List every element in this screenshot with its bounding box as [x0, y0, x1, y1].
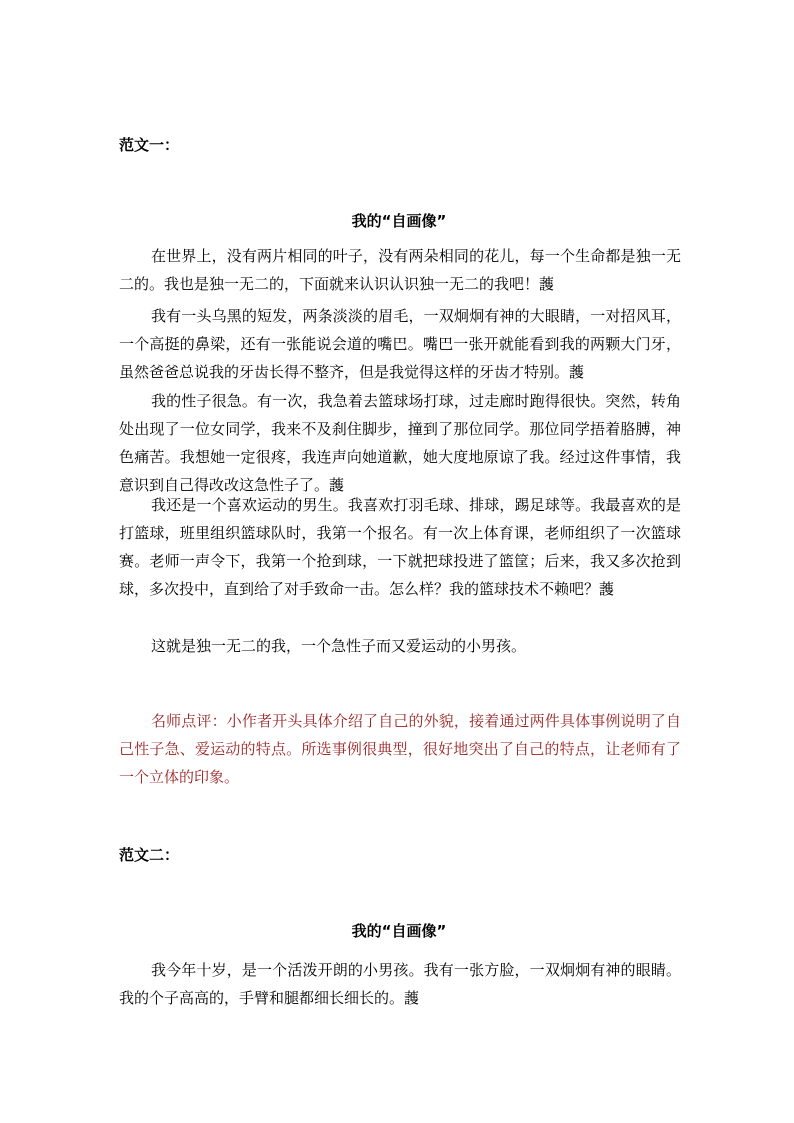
sample-one-paragraph-2: 我有一头乌黑的短发，两条淡淡的眉毛，一双炯炯有神的大眼睛，一对招风耳，一个高挺的鼻梁，还有一张能说会道的嘴巴。嘴巴一张开就能看到我的两颗大门牙，虽然爸爸总说我的牙齿长得不整齐，但是我觉得这样的牙齿才特别。䕶 — [119, 307, 681, 381]
sample-one-title: 我的“自画像” — [351, 212, 447, 230]
teacher-comment: 名师点评：小作者开头具体介绍了自己的外貌，接着通过两件具体事例说明了自己性子急、爱运动的特点。所选事例很典型，很好地突出了自己的特点，让老师有了一个立体的印象。 — [119, 712, 681, 786]
sample-one-heading: 范文一： — [119, 136, 180, 154]
sample-one-paragraph-4: 我还是一个喜欢运动的男生。我喜欢打羽毛球、排球，踢足球等。我最喜欢的是打篮球，班里组织篮球队时，我第一个报名。有一次上体育课，老师组织了一次篮球赛。老师一声令下，我第一个抢到球，一下就把球投进了篮筐；后来，我又多次抢到球，多次投中，直到给了对手致命一击。怎么样？我的篮球技术不赖吧？䕶 — [119, 496, 681, 598]
sample-one-paragraph-1: 在世界上，没有两片相同的叶子，没有两朵相同的花儿，每一个生命都是独一无二的。我也是独一无二的，下面就来认识认识独一无二的我吧！䕶 — [119, 247, 681, 293]
sample-two-title: 我的“自画像” — [351, 922, 447, 940]
sample-one-paragraph-3: 我的性子很急。有一次，我急着去篮球场打球，过走廊时跑得很快。突然，转角处出现了一位女同学，我来不及刹住脚步，撞到了那位同学。那位同学捂着胳膊，神色痛苦。我想她一定很疼，我连声向她道歉，她大度地原谅了我。经过这件事情，我意识到自己得改改这急性子了。䕶 — [119, 392, 681, 494]
sample-two-paragraph-1: 我今年十岁，是一个活泼开朗的小男孩。我有一张方脸，一双炯炯有神的眼睛。我的个子高高的，手臂和腿都细长细长的。䕶 — [119, 961, 681, 1007]
sample-two-heading: 范文二： — [119, 846, 180, 864]
sample-one-paragraph-5: 这就是独一无二的我，一个急性子而又爱运动的小男孩。 — [151, 637, 527, 655]
